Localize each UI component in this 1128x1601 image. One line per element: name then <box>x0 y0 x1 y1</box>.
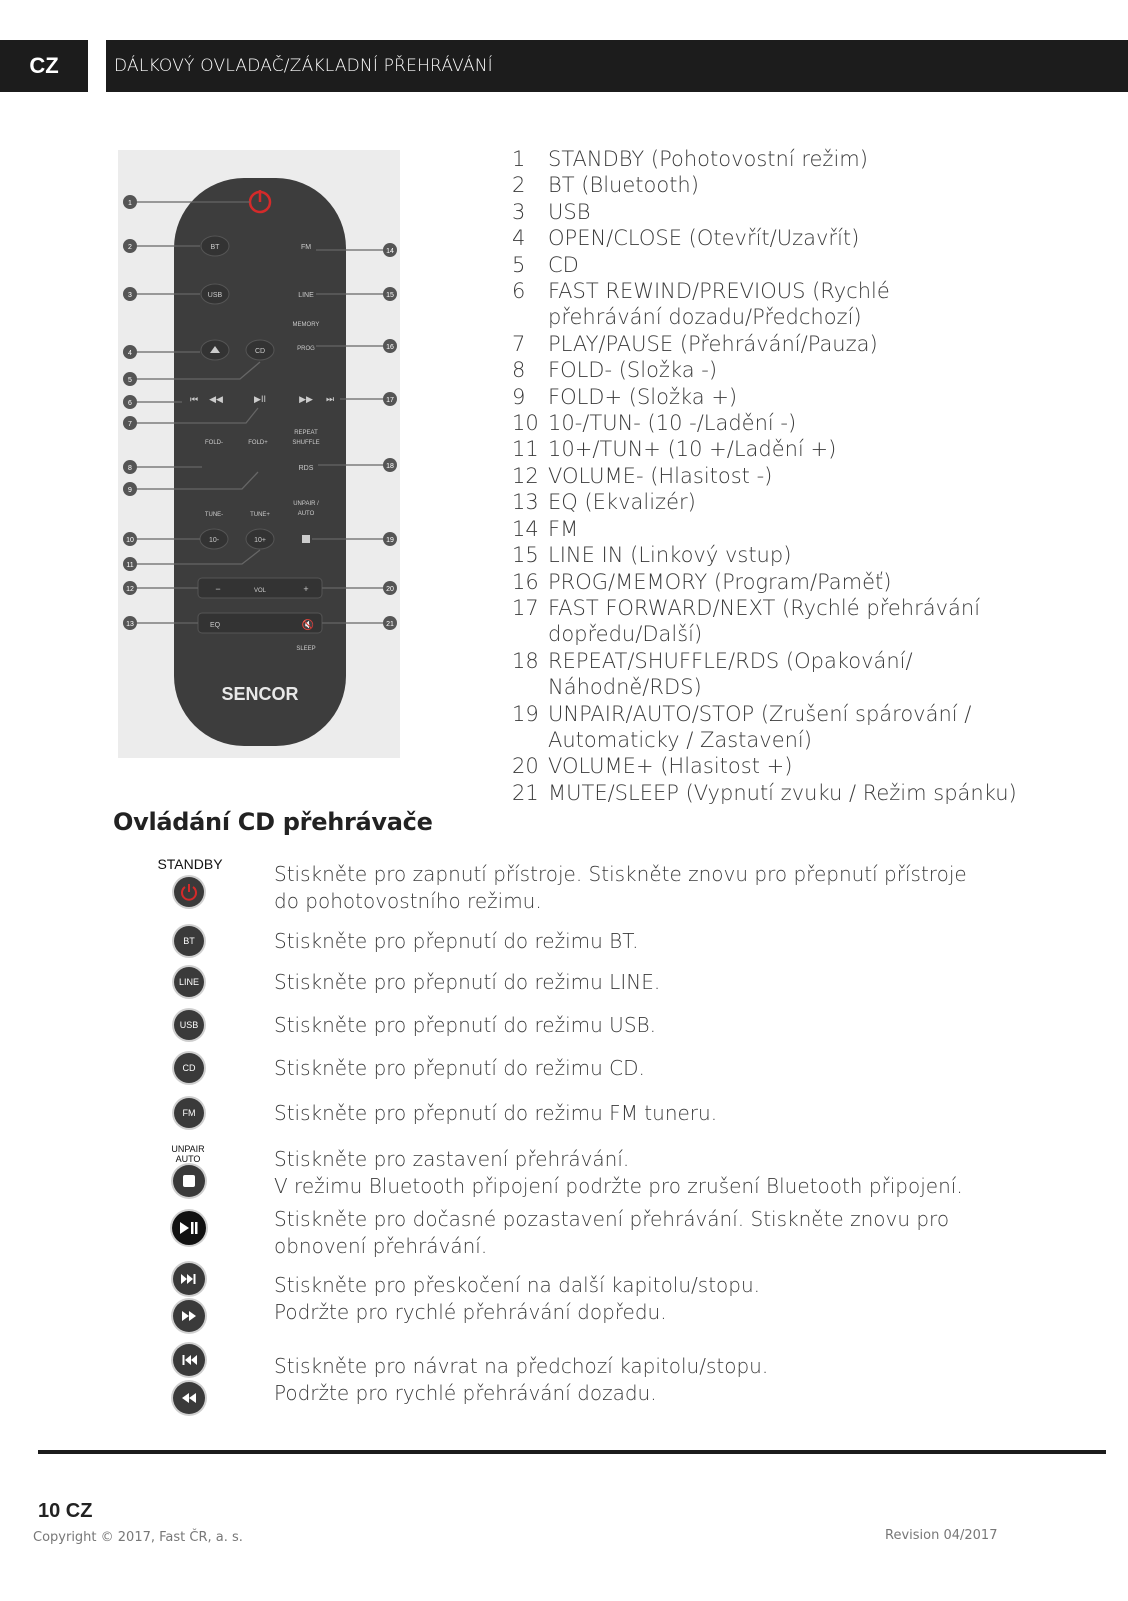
previous-track-icon <box>173 1344 205 1376</box>
line-description: Stiskněte pro přepnutí do režimu LINE. <box>274 970 661 994</box>
key-unpair: UNPAIR / <box>293 501 319 507</box>
svg-text:8: 8 <box>128 465 132 472</box>
callout-14 <box>383 243 397 257</box>
key-10-plus: 10+ <box>254 537 266 544</box>
key-rds: RDS <box>298 465 314 472</box>
legend-item: 15 LINE IN (Linkový vstup) <box>512 543 792 568</box>
bt-button-icon: BT <box>174 926 204 956</box>
standby-description: Stiskněte pro zapnutí přístroje. Stiskněte znovu pro přepnutí přístroje do pohotovostního režimu. <box>274 862 967 913</box>
callout-13 <box>123 616 137 630</box>
svg-text:2: 2 <box>128 244 132 251</box>
revision: Revision 04/2017 <box>885 1528 998 1543</box>
key-tune-plus: TUNE+ <box>250 512 270 518</box>
svg-text:3: 3 <box>128 292 132 299</box>
svg-text:18: 18 <box>386 463 394 470</box>
key-tune-minus: TUNE- <box>204 512 224 518</box>
previous-description: Stiskněte pro návrat na předchozí kapitolu/stopu. Podržte pro rychlé přehrávání dozadu. <box>274 1354 769 1405</box>
section-title: Ovládání CD přehrávače <box>113 808 433 836</box>
callout-16 <box>383 339 397 353</box>
remote-control-figure <box>118 150 400 758</box>
legend-item: 11 10+/TUN+ (10 +/Ladění +) <box>512 437 837 462</box>
key-memory: MEMORY <box>292 322 320 328</box>
key-repeat: REPEAT <box>294 430 318 436</box>
callout-15 <box>383 287 397 301</box>
legend-item: 1 STANDBY (Pohotovostní režim) <box>512 147 868 171</box>
legend-item: 13 EQ (Ekvalizér) <box>512 490 696 515</box>
button-legend-list <box>512 146 1112 806</box>
legend-item: 7 PLAY/PAUSE (Přehrávání/Pauza) <box>512 331 878 356</box>
key-fm: FM <box>300 244 312 251</box>
svg-text:21: 21 <box>386 621 394 628</box>
key-prog: PROG <box>297 346 315 352</box>
rewind-icon <box>173 1382 205 1414</box>
svg-text:▶▶: ▶▶ <box>299 394 313 404</box>
fast-forward-icon <box>173 1300 205 1332</box>
svg-text:11: 11 <box>126 562 134 569</box>
svg-text:🔇: 🔇 <box>301 620 315 631</box>
legend-item: 6 FAST REWIND/PREVIOUS (Rychlé přehrávání dozadu/Předchozí) <box>512 279 890 330</box>
svg-text:▶II: ▶II <box>254 394 266 404</box>
svg-text:20: 20 <box>386 586 394 593</box>
callout-2 <box>123 239 137 253</box>
legend-item: 5 CD <box>512 252 579 277</box>
callout-5 <box>123 372 137 386</box>
svg-text:10: 10 <box>126 537 134 544</box>
callout-10 <box>123 532 137 546</box>
cd-description: Stiskněte pro přepnutí do režimu CD. <box>274 1056 645 1080</box>
callout-1 <box>123 195 137 209</box>
svg-text:6: 6 <box>128 400 132 407</box>
legend-item: 8 FOLD- (Složka -) <box>512 358 718 383</box>
svg-text:◀◀: ◀◀ <box>209 394 223 404</box>
svg-text:12: 12 <box>126 586 134 593</box>
stop-description: Stiskněte pro zastavení přehrávání. V režimu Bluetooth připojení podržte pro zrušení Bluetooth připojení. <box>274 1147 963 1198</box>
bt-description: Stiskněte pro přepnutí do režimu BT. <box>274 929 639 953</box>
key-vol-minus: − <box>215 584 221 594</box>
callout-6 <box>123 395 137 409</box>
line-button-icon: LINE <box>174 967 204 997</box>
key-vol-plus: + <box>303 584 309 594</box>
svg-text:13: 13 <box>126 621 134 628</box>
key-bt: BT <box>210 244 220 251</box>
key-auto: AUTO <box>297 511 315 517</box>
legend-item: 19 UNPAIR/AUTO/STOP (Zrušení spárování / Automaticky / Zastavení) <box>512 701 972 752</box>
svg-text:7: 7 <box>128 421 132 428</box>
next-track-icon <box>173 1263 205 1295</box>
legend-item: 18 REPEAT/SHUFFLE/RDS (Opakování/ Náhodně/RDS) <box>512 648 913 700</box>
usb-description: Stiskněte pro přepnutí do režimu USB. <box>274 1013 656 1037</box>
play-pause-description: Stiskněte pro dočasné pozastavení přehrávání. Stiskněte znovu pro obnovení přehrávání. <box>274 1207 950 1258</box>
svg-text:9: 9 <box>128 487 132 494</box>
key-cd: CD <box>254 348 266 355</box>
fm-description: Stiskněte pro přepnutí do režimu FM tuneru. <box>274 1101 718 1125</box>
key-shuffle: SHUFFLE <box>292 440 320 446</box>
legend-item: 21 MUTE/SLEEP (Vypnutí zvuku / Režim spánku) <box>512 780 1017 805</box>
legend-item: 20 VOLUME+ (Hlasitost +) <box>512 754 793 779</box>
key-line: LINE <box>298 292 314 299</box>
footer-divider <box>38 1450 1106 1454</box>
power-icon <box>174 877 204 907</box>
usb-button-icon: USB <box>174 1010 204 1040</box>
svg-text:1: 1 <box>128 200 132 207</box>
callout-4 <box>123 345 137 359</box>
copyright: Copyright © 2017, Fast ČR, a. s. <box>33 1530 243 1545</box>
key-fold-plus: FOLD+ <box>248 440 268 446</box>
unpair-auto-label: UNPAIR AUTO <box>171 1144 205 1164</box>
callout-17 <box>383 392 397 406</box>
callout-20 <box>383 581 397 595</box>
svg-text:5: 5 <box>128 377 132 384</box>
language-tab: CZ <box>0 40 88 92</box>
callout-8 <box>123 460 137 474</box>
legend-item: 10 10-/TUN- (10 -/Ladění -) <box>512 411 797 436</box>
legend-item: 17 FAST FORWARD/NEXT (Rychlé přehrávání dopředu/Další) <box>512 595 981 647</box>
remote-body <box>174 178 346 746</box>
svg-text:16: 16 <box>386 344 394 351</box>
legend-item: 3 USB <box>512 199 591 224</box>
legend-item: 9 FOLD+ (Složka +) <box>512 384 738 409</box>
remote-brand: SENCOR <box>221 684 299 704</box>
key-vol: VOL <box>253 588 267 594</box>
callout-21 <box>383 616 397 630</box>
svg-text:4: 4 <box>128 350 132 357</box>
fm-button-icon: FM <box>174 1098 204 1128</box>
play-pause-icon <box>172 1211 206 1245</box>
legend-item: 16 PROG/MEMORY (Program/Paměť) <box>512 569 892 594</box>
key-10-minus: 10- <box>208 537 220 544</box>
svg-text:⏭: ⏭ <box>325 394 335 404</box>
legend-item: 2 BT (Bluetooth) <box>512 173 699 198</box>
svg-text:14: 14 <box>386 248 394 255</box>
callout-9 <box>123 482 137 496</box>
key-eq: EQ <box>209 622 221 629</box>
callout-19 <box>383 532 397 546</box>
legend-item: 14 FM <box>512 516 579 541</box>
callout-18 <box>383 458 397 472</box>
next-description: Stiskněte pro přeskočení na další kapitolu/stopu. Podržte pro rychlé přehrávání dopředu. <box>274 1273 760 1324</box>
page-header-title: DÁLKOVÝ OVLADAČ/ZÁKLADNÍ PŘEHRÁVÁNÍ <box>106 40 1128 92</box>
callout-7 <box>123 416 137 430</box>
cd-button-icon: CD <box>174 1053 204 1083</box>
key-sleep: SLEEP <box>296 646 316 652</box>
page-number: 10 CZ <box>38 1500 93 1522</box>
callout-12 <box>123 581 137 595</box>
callout-11 <box>123 557 137 571</box>
legend-item: 4 OPEN/CLOSE (Otevřít/Uzavřít) <box>512 226 860 251</box>
key-fold-minus: FOLD- <box>205 440 223 446</box>
callout-3 <box>123 287 137 301</box>
svg-text:17: 17 <box>386 397 394 404</box>
key-usb: USB <box>207 292 223 299</box>
stop-icon <box>173 1165 205 1197</box>
standby-label: STANDBY <box>157 856 223 872</box>
svg-text:⏮: ⏮ <box>189 394 199 404</box>
svg-text:19: 19 <box>386 537 394 544</box>
legend-item: 12 VOLUME- (Hlasitost -) <box>512 463 773 488</box>
svg-text:15: 15 <box>386 292 394 299</box>
